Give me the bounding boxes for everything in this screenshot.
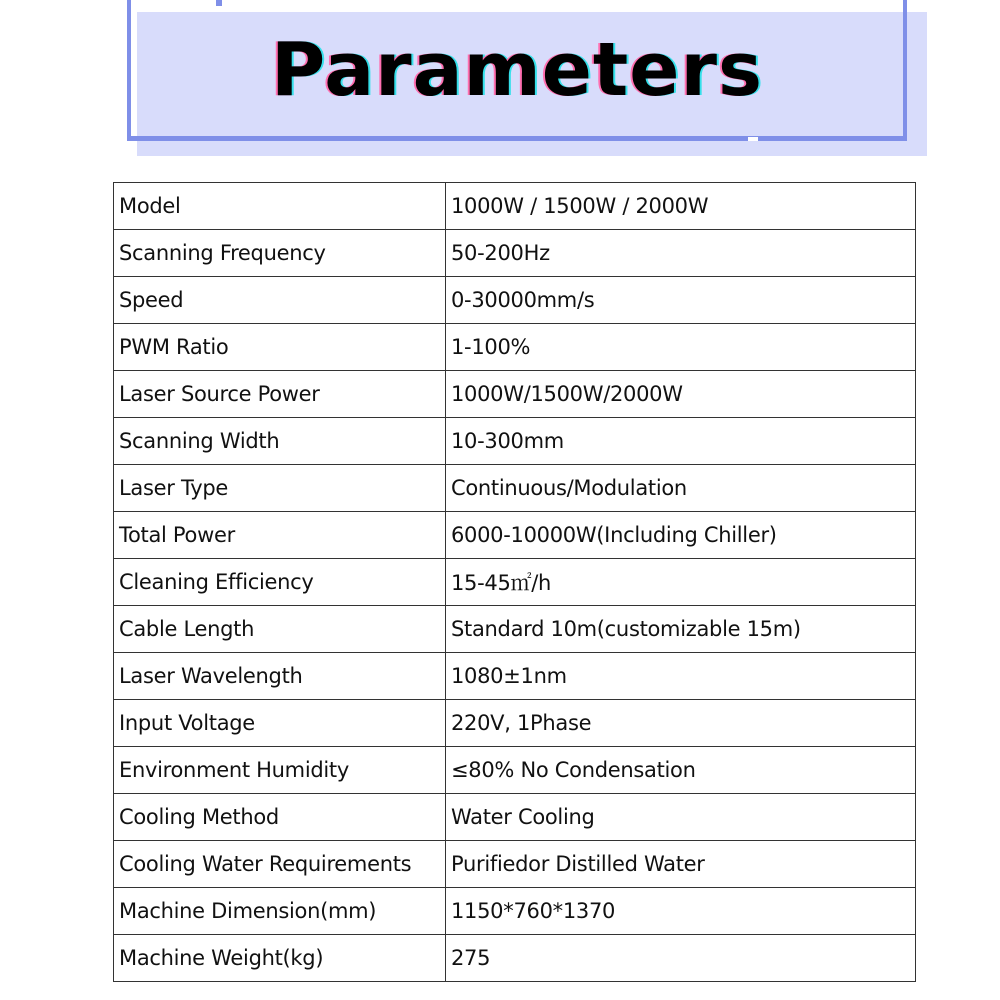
- parameter-label: Laser Source Power: [114, 371, 446, 418]
- parameter-value: 1000W / 1500W / 2000W: [446, 183, 916, 230]
- parameter-label: Cooling Method: [114, 794, 446, 841]
- parameter-value: 275: [446, 935, 916, 982]
- table-row: [114, 230, 916, 277]
- banner-decoration: [907, 12, 927, 16]
- parameters-table: [113, 182, 916, 982]
- parameter-value: 220V, 1Phase: [446, 700, 916, 747]
- parameter-value: Continuous/Modulation: [446, 465, 916, 512]
- parameters-table-body: [114, 183, 916, 982]
- table-row: [114, 371, 916, 418]
- banner-border-gap: [748, 137, 758, 141]
- parameter-label: Machine Weight(kg): [114, 935, 446, 982]
- parameter-value: Water Cooling: [446, 794, 916, 841]
- banner-bottom-border: [127, 137, 907, 141]
- parameter-label: Total Power: [114, 512, 446, 559]
- parameter-value: 1000W/1500W/2000W: [446, 371, 916, 418]
- parameter-value: Purifiedor Distilled Water: [446, 841, 916, 888]
- table-row: [114, 700, 916, 747]
- parameter-value: ≤80% No Condensation: [446, 747, 916, 794]
- banner-top-tick: [216, 0, 222, 6]
- table-row: [114, 512, 916, 559]
- parameter-value: 10-300mm: [446, 418, 916, 465]
- parameter-label: Cable Length: [114, 606, 446, 653]
- parameter-label: Environment Humidity: [114, 747, 446, 794]
- parameter-label: Cleaning Efficiency: [114, 559, 446, 606]
- parameter-value: 1150*760*1370: [446, 888, 916, 935]
- table-row: [114, 747, 916, 794]
- table-row: [114, 794, 916, 841]
- parameter-label: Cooling Water Requirements: [114, 841, 446, 888]
- table-row: [114, 465, 916, 512]
- parameter-value: Standard 10m(customizable 15m): [446, 606, 916, 653]
- parameter-label: Scanning Width: [114, 418, 446, 465]
- parameter-label: Laser Wavelength: [114, 653, 446, 700]
- table-row: [114, 277, 916, 324]
- parameter-value: 1-100%: [446, 324, 916, 371]
- parameter-value: 0-30000mm/s: [446, 277, 916, 324]
- table-row: [114, 653, 916, 700]
- parameter-label: Machine Dimension(mm): [114, 888, 446, 935]
- table-row: [114, 324, 916, 371]
- page-title: Parameters: [270, 27, 763, 113]
- table-row: [114, 183, 916, 230]
- table-row: [114, 606, 916, 653]
- table-row: [114, 418, 916, 465]
- parameter-label: Scanning Frequency: [114, 230, 446, 277]
- parameter-label: Laser Type: [114, 465, 446, 512]
- parameter-value: 50-200Hz: [446, 230, 916, 277]
- parameter-value: 15-45㎡/h: [446, 559, 916, 606]
- parameter-value: 1080±1nm: [446, 653, 916, 700]
- parameter-label: Model: [114, 183, 446, 230]
- parameter-value: 6000-10000W(Including Chiller): [446, 512, 916, 559]
- parameter-label: Speed: [114, 277, 446, 324]
- parameter-label: Input Voltage: [114, 700, 446, 747]
- table-row: [114, 559, 916, 606]
- table-row: [114, 888, 916, 935]
- table-row: [114, 841, 916, 888]
- parameter-label: PWM Ratio: [114, 324, 446, 371]
- table-row: [114, 935, 916, 982]
